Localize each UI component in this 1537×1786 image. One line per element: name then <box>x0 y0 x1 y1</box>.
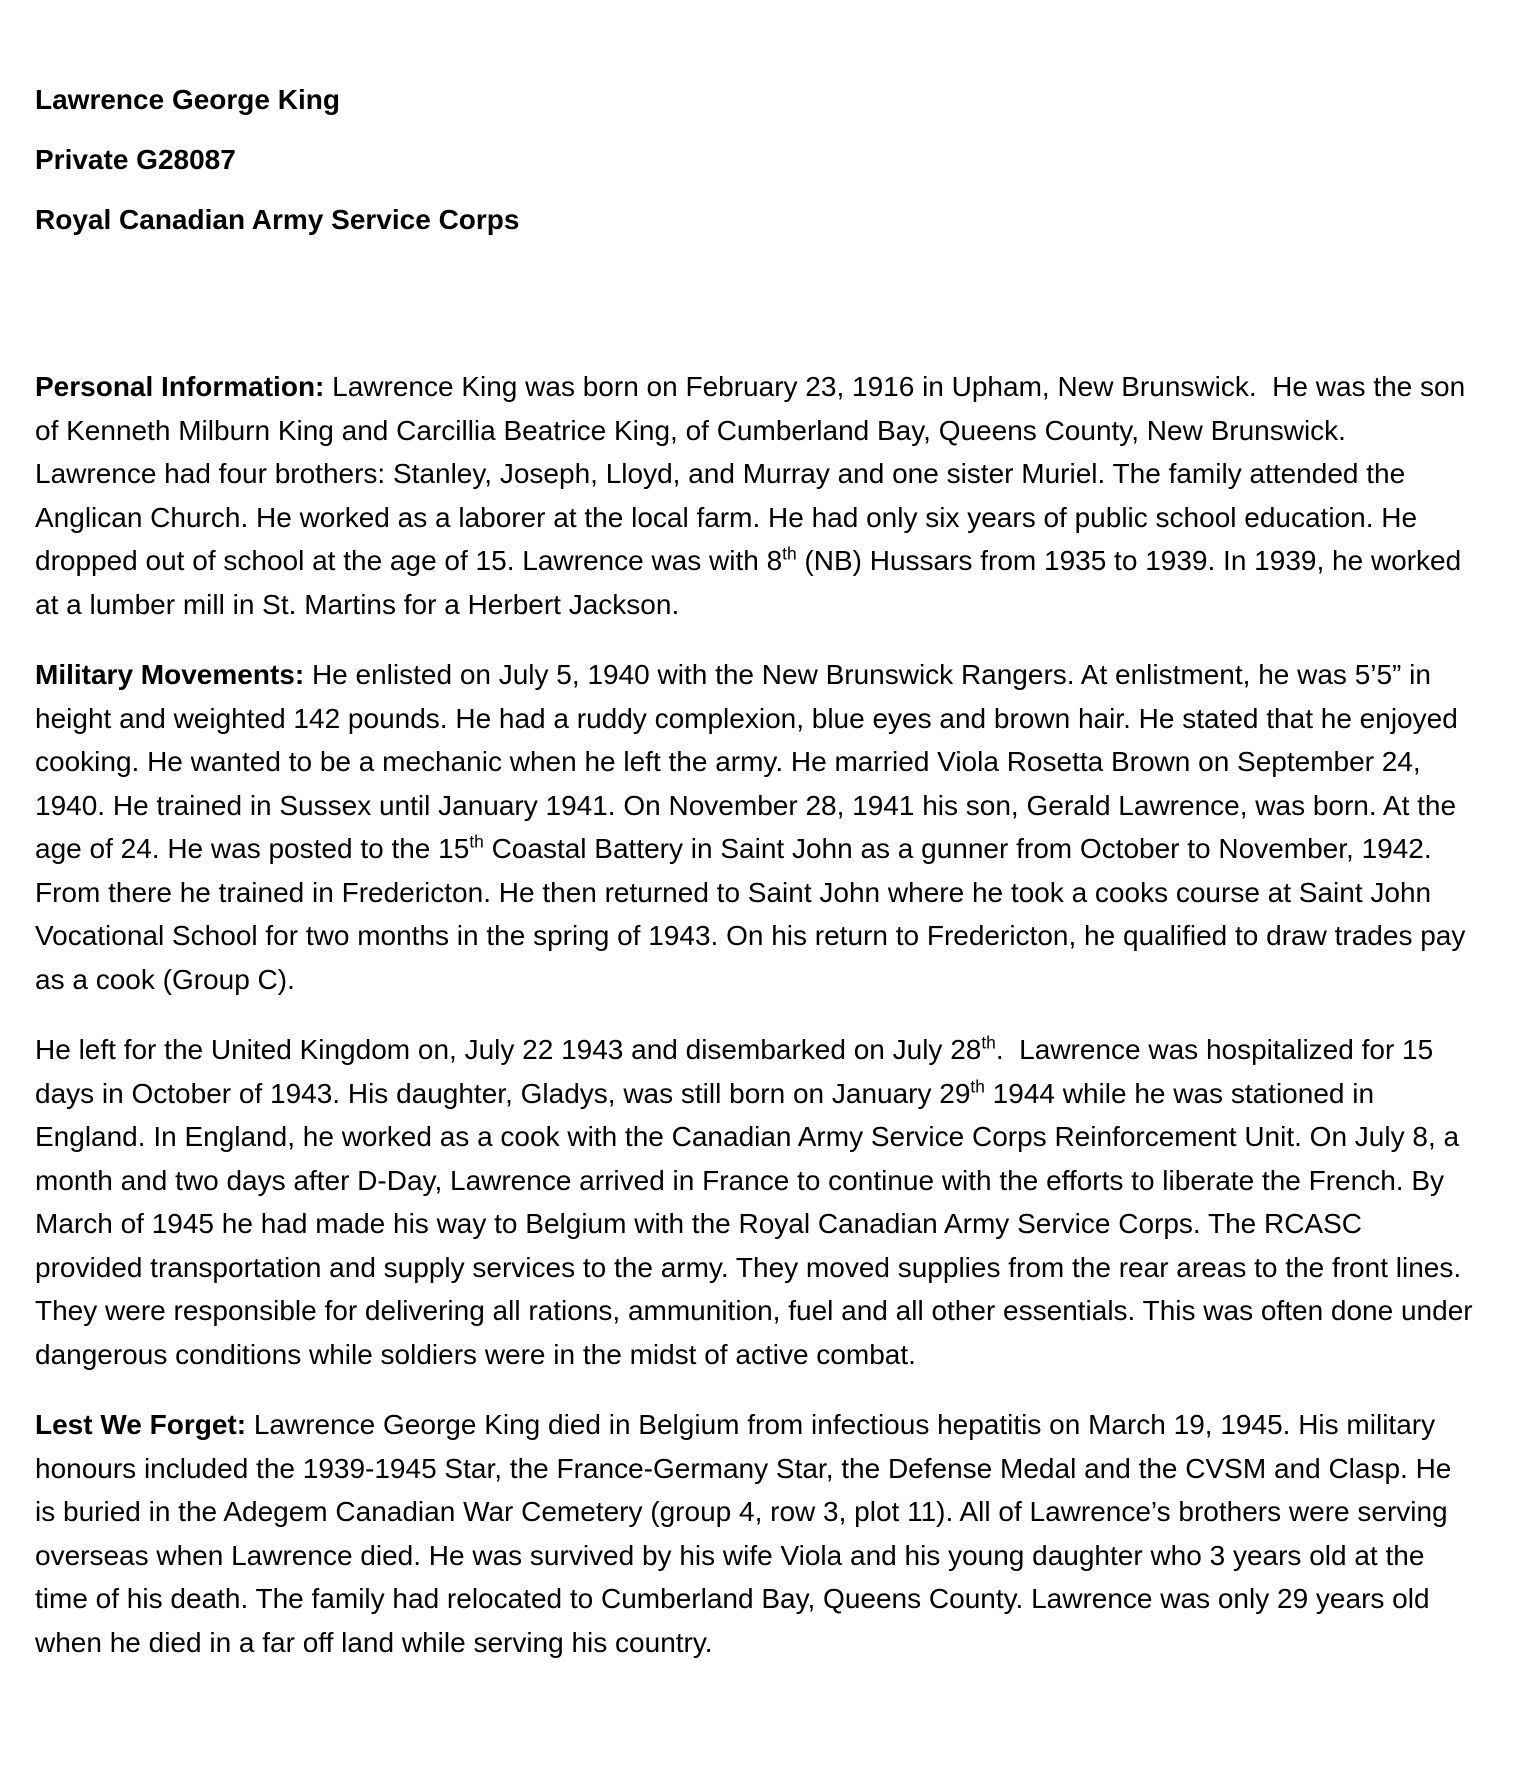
paragraph-lest-we-forget: Lest We Forget: Lawrence George King died in Belgium from infectious hepatitis on March 19, 1945. His military honours included the 1939-1945 Star, the France-Germany Star, the Defense Medal and the CVSM and Clasp. He is buried in the Adegem Canadian War Cemetery (group 4, row 3, plot 11). All of Lawrence’s brothers were serving overseas when Lawrence died. He was survived by his wife Viola and his young daughter who 3 years old at the time of his death. The family had relocated to Cumberland Bay, Queens County. Lawrence was only 29 years old when he died in a far off land while serving his country. <box>35 1409 1460 1658</box>
document-title: Lawrence George King <box>35 84 340 115</box>
regiment-line: Royal Canadian Army Service Corps <box>35 204 520 235</box>
paragraph-military-movements: Military Movements: He enlisted on July 5, 1940 with the New Brunswick Rangers. At enlistment, he was 5’5” in height and weighted 142 pounds. He had a ruddy complexion, blue eyes and brown hair. He stated that he enjoyed cooking. He wanted to be a mechanic when he left the army. He married Viola Rosetta Brown on September 24, 1940. He trained in Sussex until January 1941. On November 28, 1941 his son, Gerald Lawrence, was born. At the age of 24. He was posted to the 15th Coastal Battery in Saint John as a gunner from October to November, 1942. From there he trained in Fredericton. He then returned to Saint John where he took a cooks course at Saint John Vocational School for two months in the spring of 1943. On his return to Fredericton, he qualified to draw trades pay as a cook (Group C). <box>35 659 1474 995</box>
service-number-line: Private G28087 <box>35 144 236 175</box>
paragraph-overseas-service: He left for the United Kingdom on, July 22 1943 and disembarked on July 28th. Lawrence was hospitalized for 15 days in October of 1943. His daughter, Gladys, was still born on January 29th 1944 while he was stationed in England. In England, he worked as a cook with the Canadian Army Service Corps Reinforcement Unit. On July 8, a month and two days after D-Day, Lawrence arrived in France to continue with the efforts to liberate the French. By March of 1945 he had made his way to Belgium with the Royal Canadian Army Service Corps. The RCASC provided transportation and supply services to the army. They moved supplies from the rear areas to the front lines. They were responsible for delivering all rations, ammunition, fuel and all other essentials. This was often done under dangerous conditions while soldiers were in the midst of active combat. <box>35 1032 1481 1370</box>
paragraph-personal-information: Personal Information: Lawrence King was born on February 23, 1916 in Upham, New Brunswick. He was the son of Kenneth Milburn King and Carcillia Beatrice King, of Cumberland Bay, Queens County, New Brunswick. Lawrence had four brothers: Stanley, Joseph, Lloyd, and Murray and one sister Muriel. The family attended the Anglican Church. He worked as a laborer at the local farm. He had only six years of public school education. He dropped out of school at the age of 15. Lawrence was with 8th (NB) Hussars from 1935 to 1939. In 1939, he worked at a lumber mill in St. Martins for a Herbert Jackson. <box>35 371 1473 620</box>
